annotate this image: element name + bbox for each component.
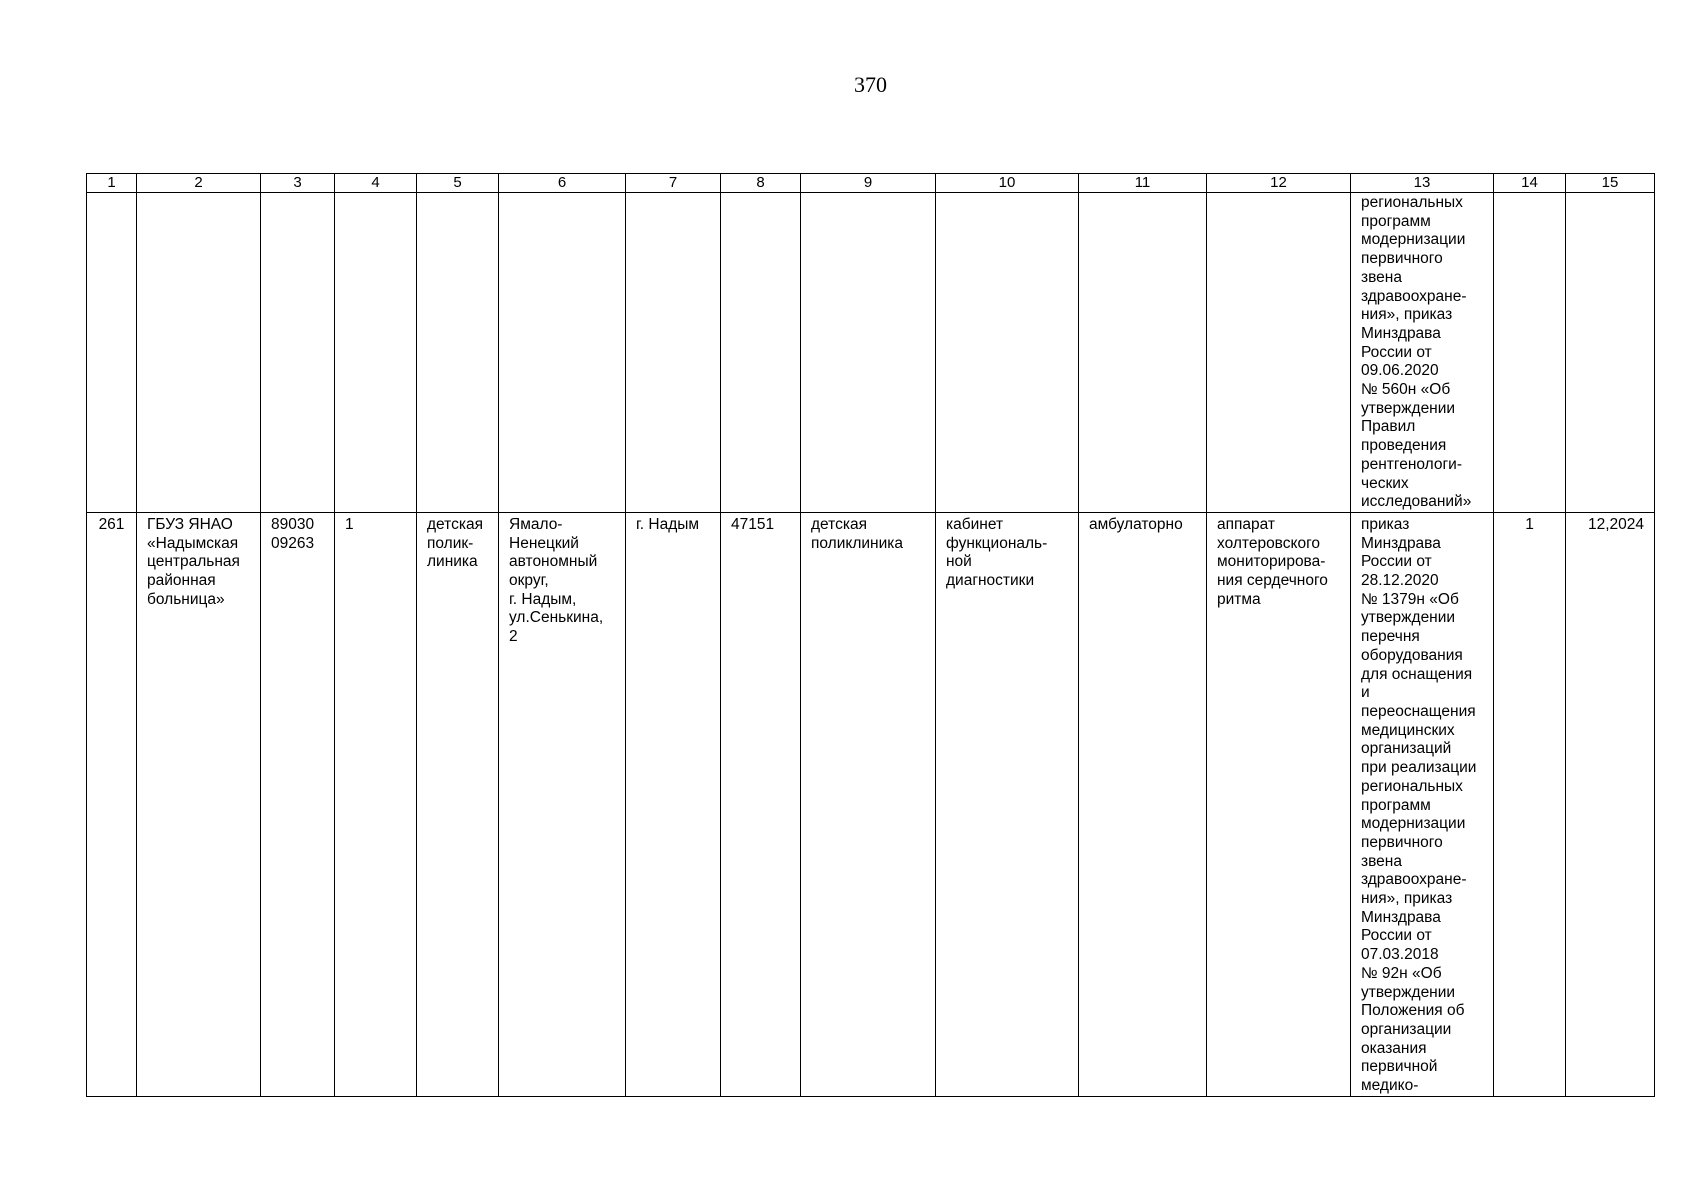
column-header-10: 10 [936,174,1079,193]
table-cell-equipment [1207,512,1351,1096]
column-header-13: 13 [1351,174,1494,193]
table-cell-unit-type [417,512,499,1096]
table-cell-empty [87,193,137,513]
equipment-registry-table [86,173,1655,1097]
table-cell-legal-basis [1351,193,1494,513]
inn-code: 89030 09263 [271,515,315,552]
column-header-2: 2 [137,174,261,193]
unit-count: 1 [345,515,354,533]
table-cell-quantity [1494,512,1566,1096]
table-cell-row-number [87,512,137,1096]
column-header-3: 3 [261,174,335,193]
table-cell-subdivision [801,512,936,1096]
table-cell-empty [261,193,335,513]
table-cell-empty [626,193,721,513]
table-row-continuation [87,193,1655,513]
table-cell-empty [1079,193,1207,513]
unit-type: детская полик- линика [427,515,483,571]
care-mode: амбулаторно [1089,515,1183,533]
organization-name: ГБУЗ ЯНАО «Надымская центральная районная больница» [147,515,240,608]
subdivision: детская поликлиника [811,515,903,552]
legal-basis-continued-text: региональных программ модернизации первичного звена здравоохране- ния», приказ Минздрава России от 09.06.2020 № 560н «Об утверждении Правил проведения рентгенологи- ческих исследований» [1361,194,1472,511]
column-header-8: 8 [721,174,801,193]
column-header-4: 4 [335,174,417,193]
table-cell-empty [1494,193,1566,513]
table-cell-locality [626,512,721,1096]
column-header-6: 6 [499,174,626,193]
column-header-5: 5 [417,174,499,193]
table-cell-address [499,512,626,1096]
column-header-12: 12 [1207,174,1351,193]
equipment-quantity: 1 [1525,515,1534,533]
header-row [87,174,1655,193]
column-header-14: 14 [1494,174,1566,193]
table-cell-empty [1207,193,1351,513]
table-cell-empty [721,193,801,513]
row-number: 261 [98,515,125,533]
table-cell-deadline [1566,512,1655,1096]
table-cell-count [335,512,417,1096]
column-header-11: 11 [1079,174,1207,193]
address: Ямало- Ненецкий автономный округ, г. Надым, ул.Сенькина, 2 [509,515,604,646]
oktmo-code: 47151 [731,515,775,533]
table-cell-empty [137,193,261,513]
legal-basis-text: приказ Минздрава России от 28.12.2020 № 1379н «Об утверждении перечня оборудования для оснащения и переоснащения медицинских организаций при реализации региональных программ модернизации первичного звена здравоохране- ния», приказ Минздрава России от 07.03.2018 № 92н «Об утверждении Положения об организации оказания первичной медико- [1361,515,1477,1095]
column-header-9: 9 [801,174,936,193]
table-row-261 [87,512,1655,1096]
table-cell-oktmo [721,512,801,1096]
table-cell-empty [801,193,936,513]
column-header-15: 15 [1566,174,1655,193]
locality: г. Надым [636,515,700,533]
table-cell-empty [499,193,626,513]
column-header-1: 1 [87,174,137,193]
table-cell-inn [261,512,335,1096]
equipment-name: аппарат холтеровского мониторирова- ния сердечного ритма [1217,515,1328,608]
page-number: 370 [854,72,887,97]
table-cell-empty [1566,193,1655,513]
table-cell-department [936,512,1079,1096]
deadline: 12,2024 [1587,515,1644,533]
table-cell-empty [335,193,417,513]
column-header-7: 7 [626,174,721,193]
table-cell-empty [936,193,1079,513]
department: кабинет функциональ- ной диагностики [946,515,1048,590]
table-cell-organization [137,512,261,1096]
table-cell-legal-basis [1351,512,1494,1096]
table-cell-empty [417,193,499,513]
table-cell-care-mode [1079,512,1207,1096]
